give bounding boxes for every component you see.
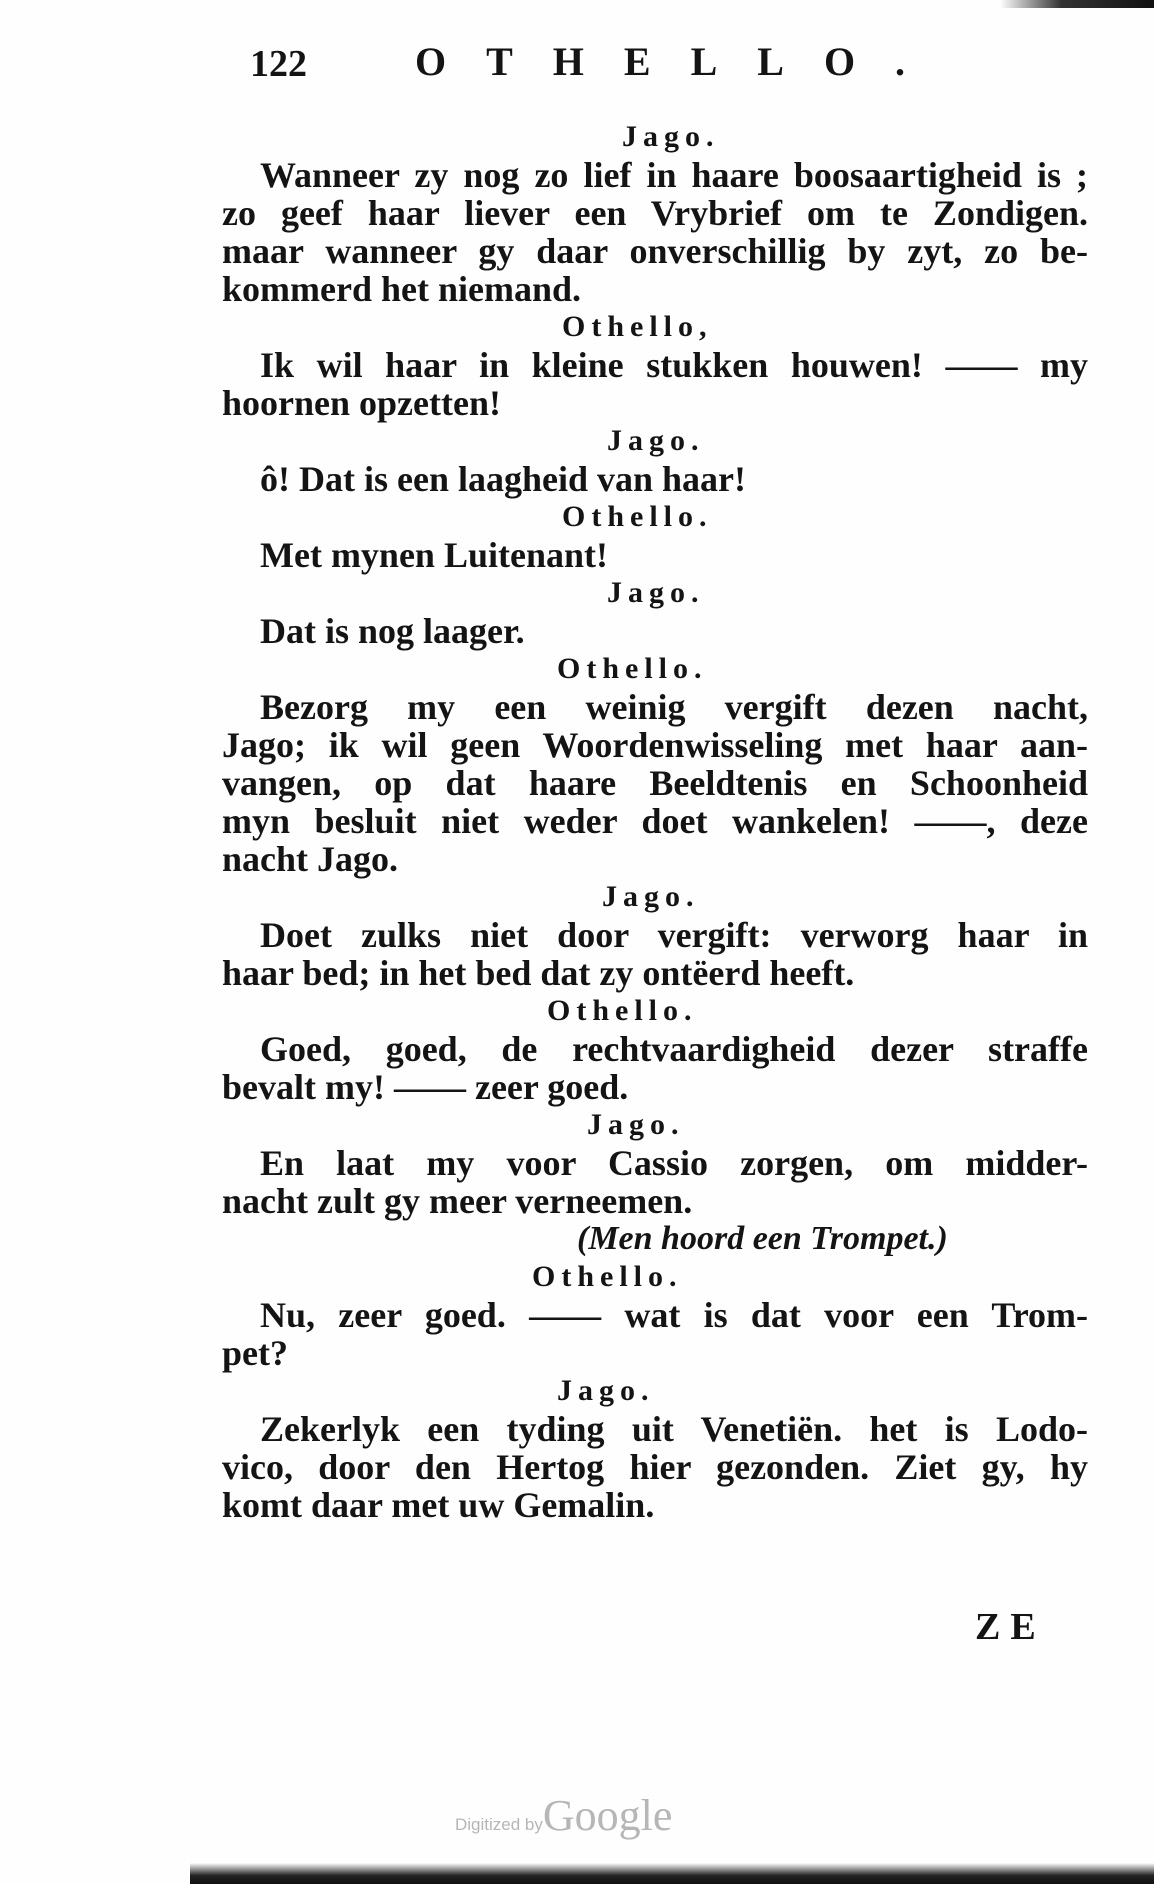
speaker-name: Othello. xyxy=(547,994,698,1027)
page-header xyxy=(250,38,946,90)
text-line: Doet zulks niet door vergift: verworg haar in xyxy=(260,915,1088,955)
text-line: Ik wil haar in kleine stukken houwen! —— my xyxy=(260,345,1088,385)
speaker-name: Othello. xyxy=(562,500,713,533)
text-line: vico, door den Hertog hier gezonden. Ziet gy, hy xyxy=(222,1447,1088,1487)
watermark-logo-text: Google xyxy=(542,1791,673,1840)
text-line: Zekerlyk een tyding uit Venetiën. het is Lodo- xyxy=(260,1409,1088,1449)
watermark-small-text: Digitized by xyxy=(455,1815,543,1834)
text-line: haar bed; in het bed dat zy ontëerd heeft. xyxy=(222,953,855,993)
speaker-name: Jago. xyxy=(557,1374,655,1407)
text-line: Jago; ik wil geen Woordenwisseling met haar aan- xyxy=(222,725,1088,765)
text-line: Nu, zeer goed. —— wat is dat voor een Trom- xyxy=(260,1295,1088,1335)
text-line: kommerd het niemand. xyxy=(222,269,581,309)
speaker-name: Jago. xyxy=(622,120,720,153)
bottom-edge-shadow xyxy=(190,1863,1154,1884)
text-line: Goed, goed, de rechtvaardigheid dezer straffe xyxy=(260,1029,1088,1069)
speaker-name: Jago. xyxy=(587,1108,685,1141)
text-line: maar wanneer gy daar onverschillig by zyt, zo be- xyxy=(222,231,1088,271)
speaker-name: Jago. xyxy=(607,424,705,457)
text-line: Bezorg my een weinig vergift dezen nacht, xyxy=(260,687,1088,727)
catchword: ZE xyxy=(975,1606,1046,1648)
speaker-name: Jago. xyxy=(602,880,700,913)
text-line: Dat is nog laager. xyxy=(260,611,525,651)
text-line: zo geef haar liever een Vrybrief om te Zondigen. xyxy=(222,193,1088,233)
running-title: OTHELLO. xyxy=(415,39,946,84)
speaker-name: Jago. xyxy=(607,576,705,609)
speaker-name: Othello, xyxy=(562,310,713,343)
dialogue-text xyxy=(222,118,1088,1524)
text-line: bevalt my! —— zeer goed. xyxy=(222,1067,629,1107)
text-line: ô! Dat is een laagheid van haar! xyxy=(260,459,746,499)
text-line: Met mynen Luitenant! xyxy=(260,535,608,575)
page-number: 122 xyxy=(250,43,307,85)
text-line: Wanneer zy nog zo lief in haare boosaartigheid is ; xyxy=(260,155,1088,195)
speaker-name: Othello. xyxy=(532,1260,683,1293)
top-edge-rule xyxy=(1000,0,1154,8)
text-line: En laat my voor Cassio zorgen, om midder- xyxy=(260,1143,1088,1183)
digitized-by-google-watermark xyxy=(455,1790,672,1841)
text-line: pet? xyxy=(222,1333,288,1373)
speaker-name: Othello. xyxy=(557,652,708,685)
text-line: vangen, op dat haare Beeldtenis en Schoonheid xyxy=(222,763,1088,803)
text-line: nacht Jago. xyxy=(222,839,399,879)
text-line: hoornen opzetten! xyxy=(222,383,501,423)
text-line: komt daar met uw Gemalin. xyxy=(222,1485,655,1525)
stage-direction: (Men hoord een Trompet.) xyxy=(577,1220,948,1257)
text-line: nacht zult gy meer verneemen. xyxy=(222,1181,693,1221)
text-line: myn besluit niet weder doet wankelen! ——, deze xyxy=(222,801,1088,841)
